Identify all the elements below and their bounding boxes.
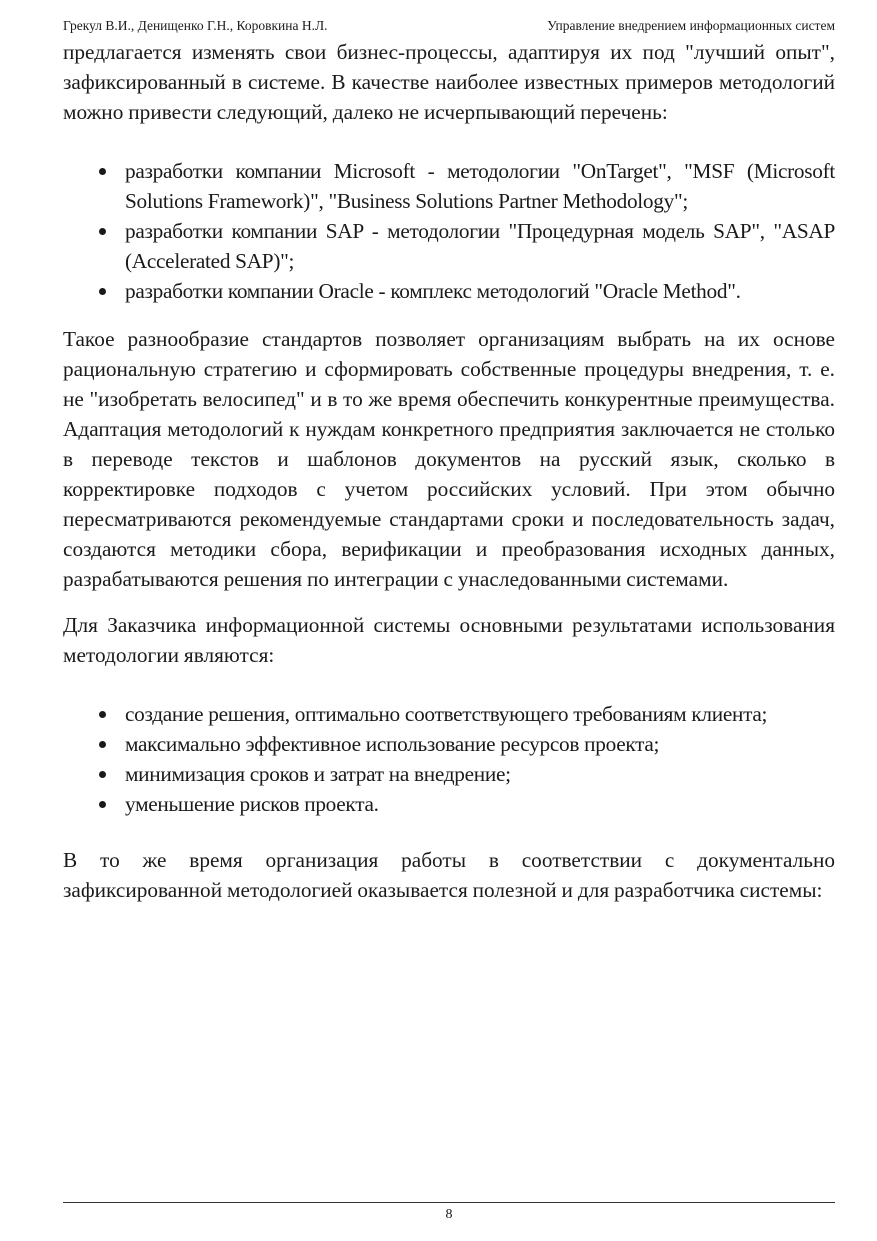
paragraph-customer-results: Для Заказчика информационной системы основными результатами использования методологии являются: — [63, 613, 835, 667]
paragraph-methodologies-intro: предлагается изменять свои бизнес-процессы, адаптируя их под "лучший опыт", зафиксированный в системе. В качестве наиболее известных примеров методологий можно привести следующий, далеко не исчерпывающий перечень: — [63, 40, 835, 124]
bullet-icon — [99, 228, 106, 235]
header-authors: Грекул В.И., Денищенко Г.Н., Коровкина Н.Л. — [63, 18, 328, 33]
list-item-text: разработки компании Microsoft - методологии "OnTarget", "MSF (Microsoft Solutions Framework)", "Business Solutions Partner Methodology"; — [125, 159, 835, 213]
list-item-text: максимально эффективное использование ресурсов проекта; — [125, 732, 660, 756]
page-number: 8 — [445, 1207, 453, 1222]
list-item — [63, 759, 835, 789]
page-body — [63, 37, 835, 905]
methodology-vendor-list — [63, 156, 835, 306]
running-header — [63, 17, 835, 35]
list-item-text: минимизация сроков и затрат на внедрение; — [125, 762, 511, 786]
list-item-text: разработки компании Oracle - комплекс методологий "Oracle Method". — [125, 279, 741, 303]
bullet-icon — [99, 741, 106, 748]
header-document-title: Управление внедрением информационных систем — [547, 18, 835, 33]
footer-divider — [63, 1202, 835, 1203]
paragraph-standards-diversity: Такое разнообразие стандартов позволяет организациям выбрать на их основе рациональную стратегию и сформировать собственные процедуры внедрения, т. е. не "изобретать велосипед" и в то же время обеспечить конкурентные преимущества. Адаптация методологий к нуждам конкретного предприятия заключается не столько в переводе текстов и шаблонов документов на русский язык, сколько в корректировке подходов с учетом российских условий. При этом обычно пересматриваются рекомендуемые стандартами сроки и последовательность задач, создаются методики сбора, верификации и преобразования исходных данных, разрабатываются решения по интеграции с унаследованными системами. — [63, 327, 835, 591]
document-page — [63, 0, 835, 1241]
list-item — [63, 699, 835, 729]
list-item-text: уменьшение рисков проекта. — [125, 792, 379, 816]
list-item — [63, 156, 835, 216]
list-item — [63, 276, 835, 306]
list-item — [63, 789, 835, 819]
list-item — [63, 729, 835, 759]
bullet-icon — [99, 771, 106, 778]
bullet-icon — [99, 711, 106, 718]
bullet-icon — [99, 288, 106, 295]
list-item-text: создание решения, оптимально соответствующего требованиям клиента; — [125, 702, 768, 726]
paragraph-developer-benefit: В то же время организация работы в соответствии с документально зафиксированной методологией оказывается полезной и для разработчика системы: — [63, 848, 835, 902]
bullet-icon — [99, 801, 106, 808]
list-item-text: разработки компании SAP - методологии "Процедурная модель SAP", "ASAP (Accelerated SAP)"; — [125, 219, 835, 273]
customer-results-list — [63, 699, 835, 819]
list-item — [63, 216, 835, 276]
bullet-icon — [99, 168, 106, 175]
